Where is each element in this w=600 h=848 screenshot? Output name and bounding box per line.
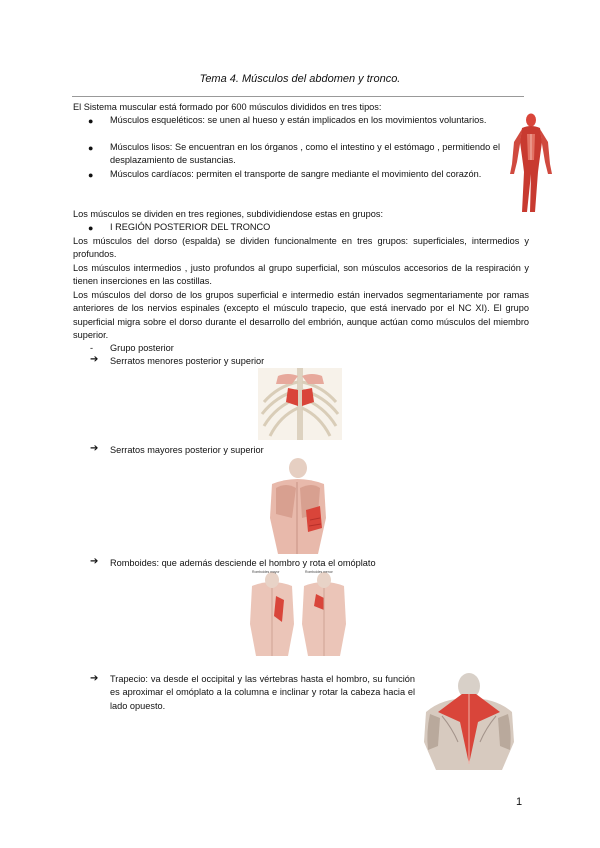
paragraph-intermediate: Los músculos intermedios , justo profundos al grupo superficial, son músculos accesorios de la respiración y tienen inserciones en las costillas. bbox=[73, 263, 529, 287]
bullet-dot: ● bbox=[88, 170, 94, 180]
title-divider bbox=[72, 96, 524, 97]
paragraph-innervation: Los músculos del dorso de los grupos superficial e intermedio están inervados segmentariamente por ramas anteriores de los nervios espinales (excepto el músculo trapecio, que está inervado por el NC XI). El grupo superficial migra sobre el dorso durante el desarrollo del embrión, aunque actúan como músculos del miembro superior. bbox=[73, 290, 529, 341]
bullet-dot: ● bbox=[88, 223, 94, 233]
bullet-dot: ● bbox=[88, 116, 94, 126]
page-number: 1 bbox=[516, 796, 523, 808]
serratus-anterior-image bbox=[262, 458, 332, 554]
rhomboid-major-caption: Romboides mayor bbox=[252, 570, 280, 574]
regions-intro: Los músculos se dividen en tres regiones, subdividiendose estas en grupos: bbox=[73, 209, 384, 219]
item-romboides: Romboides: que además desciende el hombro y rota el omóplato bbox=[110, 558, 376, 568]
region-heading: I REGIÓN POSTERIOR DEL TRONCO bbox=[110, 222, 271, 232]
type-cardiac: Músculos cardíacos: permiten el transporte de sangre mediante el movimiento del corazón. bbox=[110, 169, 482, 179]
serratus-posterior-image bbox=[258, 368, 342, 440]
type-smooth: Músculos lisos: Se encuentran en los órganos , como el intestino y el estómago , permitiendo el desplazamiento de sustancias. bbox=[110, 142, 500, 166]
rhomboid-minor-caption: Romboides menor bbox=[305, 570, 333, 574]
item-trapecio: Trapecio: va desde el occipital y las vértebras hasta el hombro, su función es aproximar el omóplato a la columna e inclinar y rotar la cabeza hacia el lado opuesto. bbox=[110, 674, 415, 711]
bullet-dot: ● bbox=[88, 143, 94, 153]
arrow-bullet: ➔ bbox=[90, 556, 99, 567]
arrow-bullet: ➔ bbox=[90, 443, 99, 454]
type-skeletal: Músculos esqueléticos: se unen al hueso y están implicados en los movimientos voluntarios. bbox=[110, 115, 487, 125]
intro-text: El Sistema muscular está formado por 600 músculos divididos en tres tipos: bbox=[73, 102, 382, 112]
human-muscle-figure-image bbox=[508, 112, 554, 216]
paragraph-back-groups: Los músculos del dorso (espalda) se dividen funcionalmente en tres grupos: superficiales, intermedios y profundos. bbox=[73, 236, 529, 260]
item-serratos-menores: Serratos menores posterior y superior bbox=[110, 356, 265, 366]
trapezius-image bbox=[422, 672, 516, 770]
page-title: Tema 4. Músculos del abdomen y tronco. bbox=[199, 73, 401, 85]
item-serratos-mayores: Serratos mayores posterior y superior bbox=[110, 445, 264, 455]
rhomboid-image bbox=[248, 570, 348, 656]
arrow-bullet: ➔ bbox=[90, 354, 99, 365]
arrow-bullet: ➔ bbox=[90, 673, 99, 684]
group-label: Grupo posterior bbox=[110, 343, 174, 353]
dash-marker: - bbox=[90, 343, 94, 353]
